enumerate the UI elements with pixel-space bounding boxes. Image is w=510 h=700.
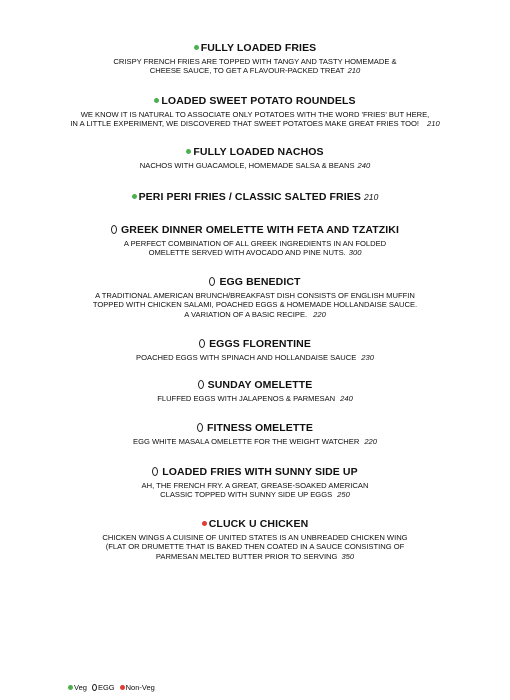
item-price: 300 <box>348 248 362 258</box>
item-price: 210 <box>363 192 379 202</box>
egg-icon <box>92 684 97 691</box>
menu-item <box>0 466 510 500</box>
legend-egg: EGG <box>92 683 115 692</box>
menu-item <box>0 95 510 129</box>
item-title: EGGS FLORENTINE <box>0 338 510 351</box>
item-price: 220 <box>313 309 326 319</box>
item-title: PERI PERI FRIES / CLASSIC SALTED FRIES 210 <box>0 191 510 204</box>
egg-icon <box>198 380 204 389</box>
item-price: 220 <box>364 437 377 446</box>
item-price: 210 <box>347 66 361 76</box>
item-description: CRISPY FRENCH FRIES ARE TOPPED WITH TANGY AND TASTY HOMEMADE & CHEESE SAUCE, TO GET A FLAVOUR-PACKED TREAT 210 <box>113 57 397 76</box>
menu-item <box>0 338 510 362</box>
nonveg-dot-icon <box>120 685 125 690</box>
item-price: 350 <box>341 551 355 561</box>
egg-icon <box>209 277 215 286</box>
menu-item <box>0 42 510 76</box>
menu-item <box>0 379 510 403</box>
veg-dot-icon <box>68 685 73 690</box>
item-title: EGG BENEDICT <box>0 276 510 289</box>
item-title: SUNDAY OMELETTE <box>0 379 510 392</box>
veg-dot-icon <box>132 194 137 199</box>
item-description: FLUFFED EGGS WITH JALAPENOS & PARMESAN 240 <box>157 394 353 403</box>
egg-icon <box>199 339 205 348</box>
item-description: NACHOS WITH GUACAMOLE, HOMEMADE SALSA & BEANS 240 <box>139 161 371 170</box>
item-price: 230 <box>361 353 374 362</box>
item-description: A PERFECT COMBINATION OF ALL GREEK INGREDIENTS IN AN FOLDED OMELETTE SERVED WITH AVOCADO AND PINE NUTS. 300 <box>123 239 387 258</box>
item-title: LOADED FRIES WITH SUNNY SIDE UP <box>0 466 510 479</box>
item-description: CHICKEN WINGS A CUISINE OF UNITED STATES IS AN UNBREADED CHICKEN WING (FLAT OR DRUMETTE THAT IS BAKED THEN COATED IN A SAUCE CONSISTING OF PARMESAN MELTED BUTTER PRIOR TO SERVING 350 <box>102 533 408 561</box>
menu-item <box>0 191 510 204</box>
egg-icon <box>152 467 158 476</box>
menu-item <box>0 276 510 319</box>
item-description: POACHED EGGS WITH SPINACH AND HOLLANDAISE SAUCE 230 <box>136 353 374 362</box>
item-title: FULLY LOADED NACHOS <box>0 146 510 159</box>
item-title: FITNESS OMELETTE <box>0 422 510 435</box>
item-title: CLUCK U CHICKEN <box>0 518 510 531</box>
nonveg-dot-icon <box>202 521 207 526</box>
menu-item <box>0 224 510 258</box>
veg-dot-icon <box>194 45 199 50</box>
menu-item <box>0 518 510 561</box>
legend-nonveg: Non-Veg <box>120 683 155 692</box>
egg-icon <box>111 225 117 234</box>
item-description: AH, THE FRENCH FRY. A GREAT, GREASE-SOAKED AMERICAN CLASSIC TOPPED WITH SUNNY SIDE UP EGGS 250 <box>141 481 369 500</box>
item-description: A TRADITIONAL AMERICAN BRUNCH/BREAKFAST DISH CONSISTS OF ENGLISH MUFFIN TOPPED WITH CHICKEN SALAMI, POACHED EGGS & HOMEMADE HOLLANDAISE SAUCE. A VARIATION OF A BASIC RECIPE. 220 <box>92 291 418 319</box>
diet-legend <box>68 683 155 692</box>
menu-item <box>0 146 510 170</box>
item-title: LOADED SWEET POTATO ROUNDELS <box>0 95 510 108</box>
legend-veg: Veg <box>68 683 87 692</box>
item-title: FULLY LOADED FRIES <box>0 42 510 55</box>
item-price: 240 <box>357 161 371 170</box>
egg-icon <box>197 423 203 432</box>
veg-dot-icon <box>186 149 191 154</box>
item-description: WE KNOW IT IS NATURAL TO ASSOCIATE ONLY POTATOES WITH THE WORD 'FRIES' BUT HERE, IN A LITTLE EXPERIMENT, WE DISCOVERED THAT SWEET POTATOES MAKE GREAT FRIES TOO! 210 <box>70 110 440 129</box>
item-description: EGG WHITE MASALA OMELETTE FOR THE WEIGHT WATCHER 220 <box>133 437 377 446</box>
veg-dot-icon <box>154 98 159 103</box>
item-price: 240 <box>340 394 353 403</box>
item-price: 250 <box>337 490 350 500</box>
menu-item <box>0 422 510 446</box>
item-price: 210 <box>427 119 440 129</box>
item-title: GREEK DINNER OMELETTE WITH FETA AND TZATZIKI <box>0 224 510 237</box>
